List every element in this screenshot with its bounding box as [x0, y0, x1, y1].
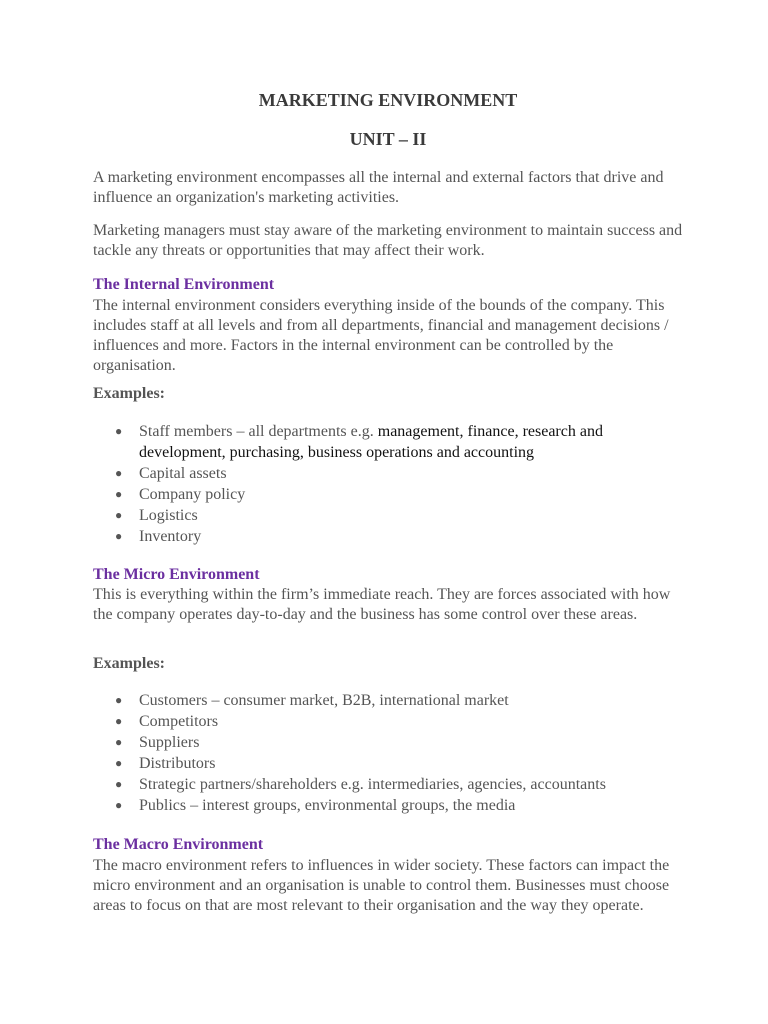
list-item-text: Inventory	[139, 528, 202, 545]
list-item-highlight: management, finance, research and development, purchasing, business operations and accounting	[139, 423, 603, 461]
list-item	[93, 526, 683, 547]
list-item-text: Competitors	[139, 713, 219, 730]
bullet-icon: ●	[115, 777, 123, 791]
bullet-icon: ●	[115, 529, 123, 543]
bullet-icon: ●	[115, 714, 123, 728]
bullet-icon: ●	[115, 487, 123, 501]
list-item	[93, 732, 683, 753]
list-item-text: Capital assets	[139, 465, 227, 482]
bullet-icon: ●	[115, 508, 123, 522]
micro-examples-list	[93, 690, 683, 816]
intro-paragraph-2: Marketing managers must stay aware of the marketing environment to maintain success and tackle any threats or opportunities that may affect their work.	[93, 222, 683, 259]
internal-heading: The Internal Environment	[93, 276, 275, 293]
bullet-icon: ●	[115, 798, 123, 812]
micro-body: This is everything within the firm’s immediate reach. They are forces associated with how the company operates day-to-day and the business has some control over these areas.	[93, 586, 671, 623]
internal-examples-label: Examples:	[93, 385, 165, 402]
document-title: MARKETING ENVIRONMENT	[258, 90, 518, 110]
list-item	[93, 774, 683, 795]
micro-heading: The Micro Environment	[93, 566, 260, 583]
list-item-prefix: Staff members – all departments e.g.	[139, 423, 378, 440]
list-item	[93, 795, 683, 816]
list-item-text: Suppliers	[139, 734, 200, 751]
intro-paragraph-1: A marketing environment encompasses all the internal and external factors that drive and influence an organization's marketing activities.	[93, 169, 664, 206]
list-item-text: Publics – interest groups, environmental groups, the media	[139, 797, 516, 814]
macro-heading: The Macro Environment	[93, 836, 264, 853]
bullet-icon: ●	[115, 466, 123, 480]
list-item-text: Distributors	[139, 755, 216, 772]
bullet-icon: ●	[115, 756, 123, 770]
list-item	[93, 690, 683, 711]
list-item	[93, 463, 683, 484]
list-item-text: Company policy	[139, 486, 246, 503]
list-item	[93, 505, 683, 526]
list-item	[93, 711, 683, 732]
bullet-icon: ●	[115, 735, 123, 749]
micro-examples-label: Examples:	[93, 655, 165, 672]
list-item	[93, 484, 683, 505]
internal-body: The internal environment considers everything inside of the bounds of the company. This includes staff at all levels and from all departments, financial and management decisions / influences and more. Factors in the internal environment can be controlled by the organisation.	[93, 297, 669, 374]
macro-body: The macro environment refers to influences in wider society. These factors can impact the micro environment and an organisation is unable to control them. Businesses must choose areas to focus on that are most relevant to their organisation and the way they operate.	[93, 857, 670, 914]
internal-examples-list	[93, 421, 683, 547]
list-item-text: Logistics	[139, 507, 198, 524]
list-item-text: Customers – consumer market, B2B, international market	[139, 692, 509, 709]
document-subtitle: UNIT – II	[349, 129, 427, 149]
bullet-icon: ●	[115, 693, 123, 707]
list-item-text: Strategic partners/shareholders e.g. intermediaries, agencies, accountants	[139, 776, 606, 793]
list-item	[93, 753, 683, 774]
list-item	[93, 421, 683, 463]
bullet-icon: ●	[115, 424, 123, 438]
